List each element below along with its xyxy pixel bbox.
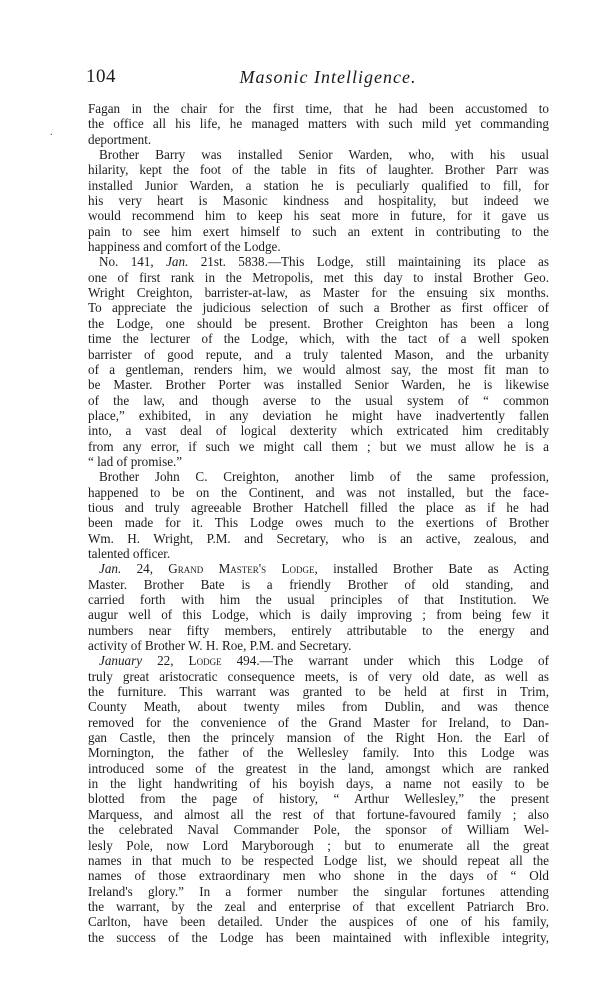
- text-line: Mornington, the father of the Wellesley family. Into this Lodge was: [88, 745, 549, 761]
- body-text: [88, 101, 549, 945]
- text-line: [88, 561, 549, 576]
- text-line: activity of Brother W. H. Roe, P.M. and Secretary.: [88, 638, 352, 654]
- text-line: gan Castle, then the princely mansion of the Right Hon. the Earl of: [88, 730, 549, 746]
- line-text: 21st. 5838.—This Lodge, still maintaining its place as: [188, 254, 549, 270]
- text-line: Fagan in the chair for the first time, that he had been accustomed to: [88, 101, 549, 116]
- lodge-name: Lodge: [188, 653, 222, 669]
- lodge-name: Grand Master's Lodge: [168, 561, 315, 577]
- paragraph-wardens: [88, 147, 549, 254]
- text-line: of the law, and though averse to the usual system of “ common: [88, 392, 549, 408]
- text-line: carried forth with him the usual principles of that Institution. We: [88, 592, 549, 607]
- lead-text: No. 141,: [99, 254, 167, 270]
- italic-date: January: [99, 653, 143, 669]
- lead-text: 22,: [142, 653, 189, 669]
- lead-text: 24,: [121, 561, 169, 577]
- text-line: Brother Barry was installed Senior Warden, who, with his usual: [99, 147, 549, 163]
- text-line: truly great aristocratic consequence meets, is of very old date, as well as: [88, 668, 549, 684]
- text-line: blotted from the page of history, “ Arthur Wellesley,” the present: [88, 791, 549, 807]
- text-line: would recommend him to keep his seat more in future, for it gave us: [88, 208, 549, 224]
- text-line: Carlton, have been detailed. Under the auspices of one of his family,: [88, 914, 549, 930]
- text-line: time the lecturer of the Lodge, which, with the tact of a well spoken: [88, 331, 549, 347]
- italic-date: Jan.: [99, 561, 122, 577]
- text-line: into, a vast deal of logical dexterity which extricated him creditably: [88, 423, 549, 439]
- text-line: be Master. Brother Porter was installed Senior Warden, he is likewise: [88, 377, 549, 393]
- text-line: [88, 653, 549, 668]
- text-line: of a gentleman, renders him, we would almost say, the most fit man to: [88, 361, 549, 377]
- text-line: the Lodge, one should be present. Brother Creighton has been a long: [88, 315, 549, 331]
- text-line: tious and truly agreeable Brother Hatchell filled the place as if he had: [88, 499, 549, 515]
- text-line: been made for it. This Lodge owes much to the exertions of Brother: [88, 515, 549, 531]
- paragraph-lodge-141: [88, 254, 549, 469]
- text-line: happened to be on the Continent, and was not installed, but the face-: [88, 484, 549, 500]
- text-line: Wm. H. Wright, P.M. and Secretary, who is an active, zealous, and: [88, 530, 549, 546]
- text-line: the success of the Lodge has been maintained with inflexible integrity,: [88, 929, 549, 945]
- text-line: the furniture. This warrant was granted to be held at first in Trim,: [88, 684, 549, 700]
- text-line: Brother John C. Creighton, another limb of the same profession,: [99, 469, 549, 485]
- text-line: introduced some of the greatest in the land, amongst which are ranked: [88, 760, 549, 776]
- line-text: , installed Brother Bate as Acting: [314, 561, 549, 577]
- text-line: place,” exhibited, in any deviation he might have inadvertently fallen: [88, 407, 549, 423]
- text-line: installed Junior Warden, a station he is peculiarly qualified to fill, for: [88, 177, 549, 193]
- text-line: “ lad of promise.”: [88, 453, 183, 469]
- text-line: Wright Creighton, barrister-at-law, as Master for the ensuing six months.: [88, 285, 549, 301]
- text-line: Master. Brother Bate is a friendly Brother of old standing, and: [88, 576, 549, 592]
- text-line: deportment.: [88, 131, 152, 147]
- text-line: happiness and comfort of the Lodge.: [88, 239, 281, 255]
- running-title: Masonic Intelligence.: [239, 67, 417, 87]
- text-line: numbers near fifty members, entirely attributable to the energy and: [88, 622, 549, 638]
- text-line: removed for the convenience of the Grand Master for Ireland, to Dan-: [88, 714, 549, 730]
- italic-date: Jan.: [166, 254, 189, 270]
- running-head: [86, 66, 542, 90]
- text-line: lesly Pole, now Lord Maryborough ; but to enumerate all the great: [88, 837, 549, 853]
- text-line: one of first rank in the Metropolis, met this day to instal Brother Geo.: [88, 269, 549, 285]
- paragraph-lodge-494: [88, 653, 549, 945]
- text-line: names in that much to be respected Lodge list, we should repeat all the: [88, 852, 549, 868]
- margin-mark: .: [50, 126, 53, 138]
- text-line: augur well of this Lodge, which is daily improving ; from being few it: [88, 607, 549, 623]
- text-line: from any error, if such we might call them ; but we must allow he is a: [88, 438, 549, 454]
- text-line: To appreciate the judicious selection of such a Brother as first officer of: [88, 300, 549, 316]
- text-line: County Meath, about twenty miles from Dublin, and was thence: [88, 699, 549, 715]
- text-line: barrister of good repute, and a truly talented Mason, and the urbanity: [88, 346, 549, 362]
- paragraph-grand-masters-lodge: [88, 561, 549, 653]
- text-line: his very heart is Masonic kindness and hospitality, but indeed we: [88, 193, 549, 209]
- text-line: the warrant, by the zeal and enterprise of that excellent Patriarch Bro.: [88, 898, 549, 914]
- text-line: the office all his life, he managed matters with such mild yet commanding: [88, 116, 549, 132]
- text-line: Ireland's glory.” In a former number the singular fortunes attending: [88, 883, 549, 899]
- text-line: the celebrated Naval Commander Pole, the sponsor of William Wel-: [88, 822, 549, 838]
- line-text: 494.—The warrant under which this Lodge of: [221, 653, 549, 669]
- page-number: 104: [86, 66, 116, 87]
- text-line: [88, 254, 549, 269]
- paragraph-continuation: [88, 101, 549, 147]
- text-line: in the light handwriting of his boyish days, a name not easily to be: [88, 776, 549, 792]
- text-line: pain to see him exert himself to such an extent in contributing to the: [88, 223, 549, 239]
- text-line: names of those extraordinary men who shone in the days of “ Old: [88, 868, 549, 884]
- paragraph-creighton: [88, 469, 549, 561]
- text-line: Marquess, and almost all the rest of that fortune-favoured family ; also: [88, 806, 549, 822]
- text-line: talented officer.: [88, 545, 171, 561]
- text-line: hilarity, kept the foot of the table in fits of laughter. Brother Parr was: [88, 162, 549, 178]
